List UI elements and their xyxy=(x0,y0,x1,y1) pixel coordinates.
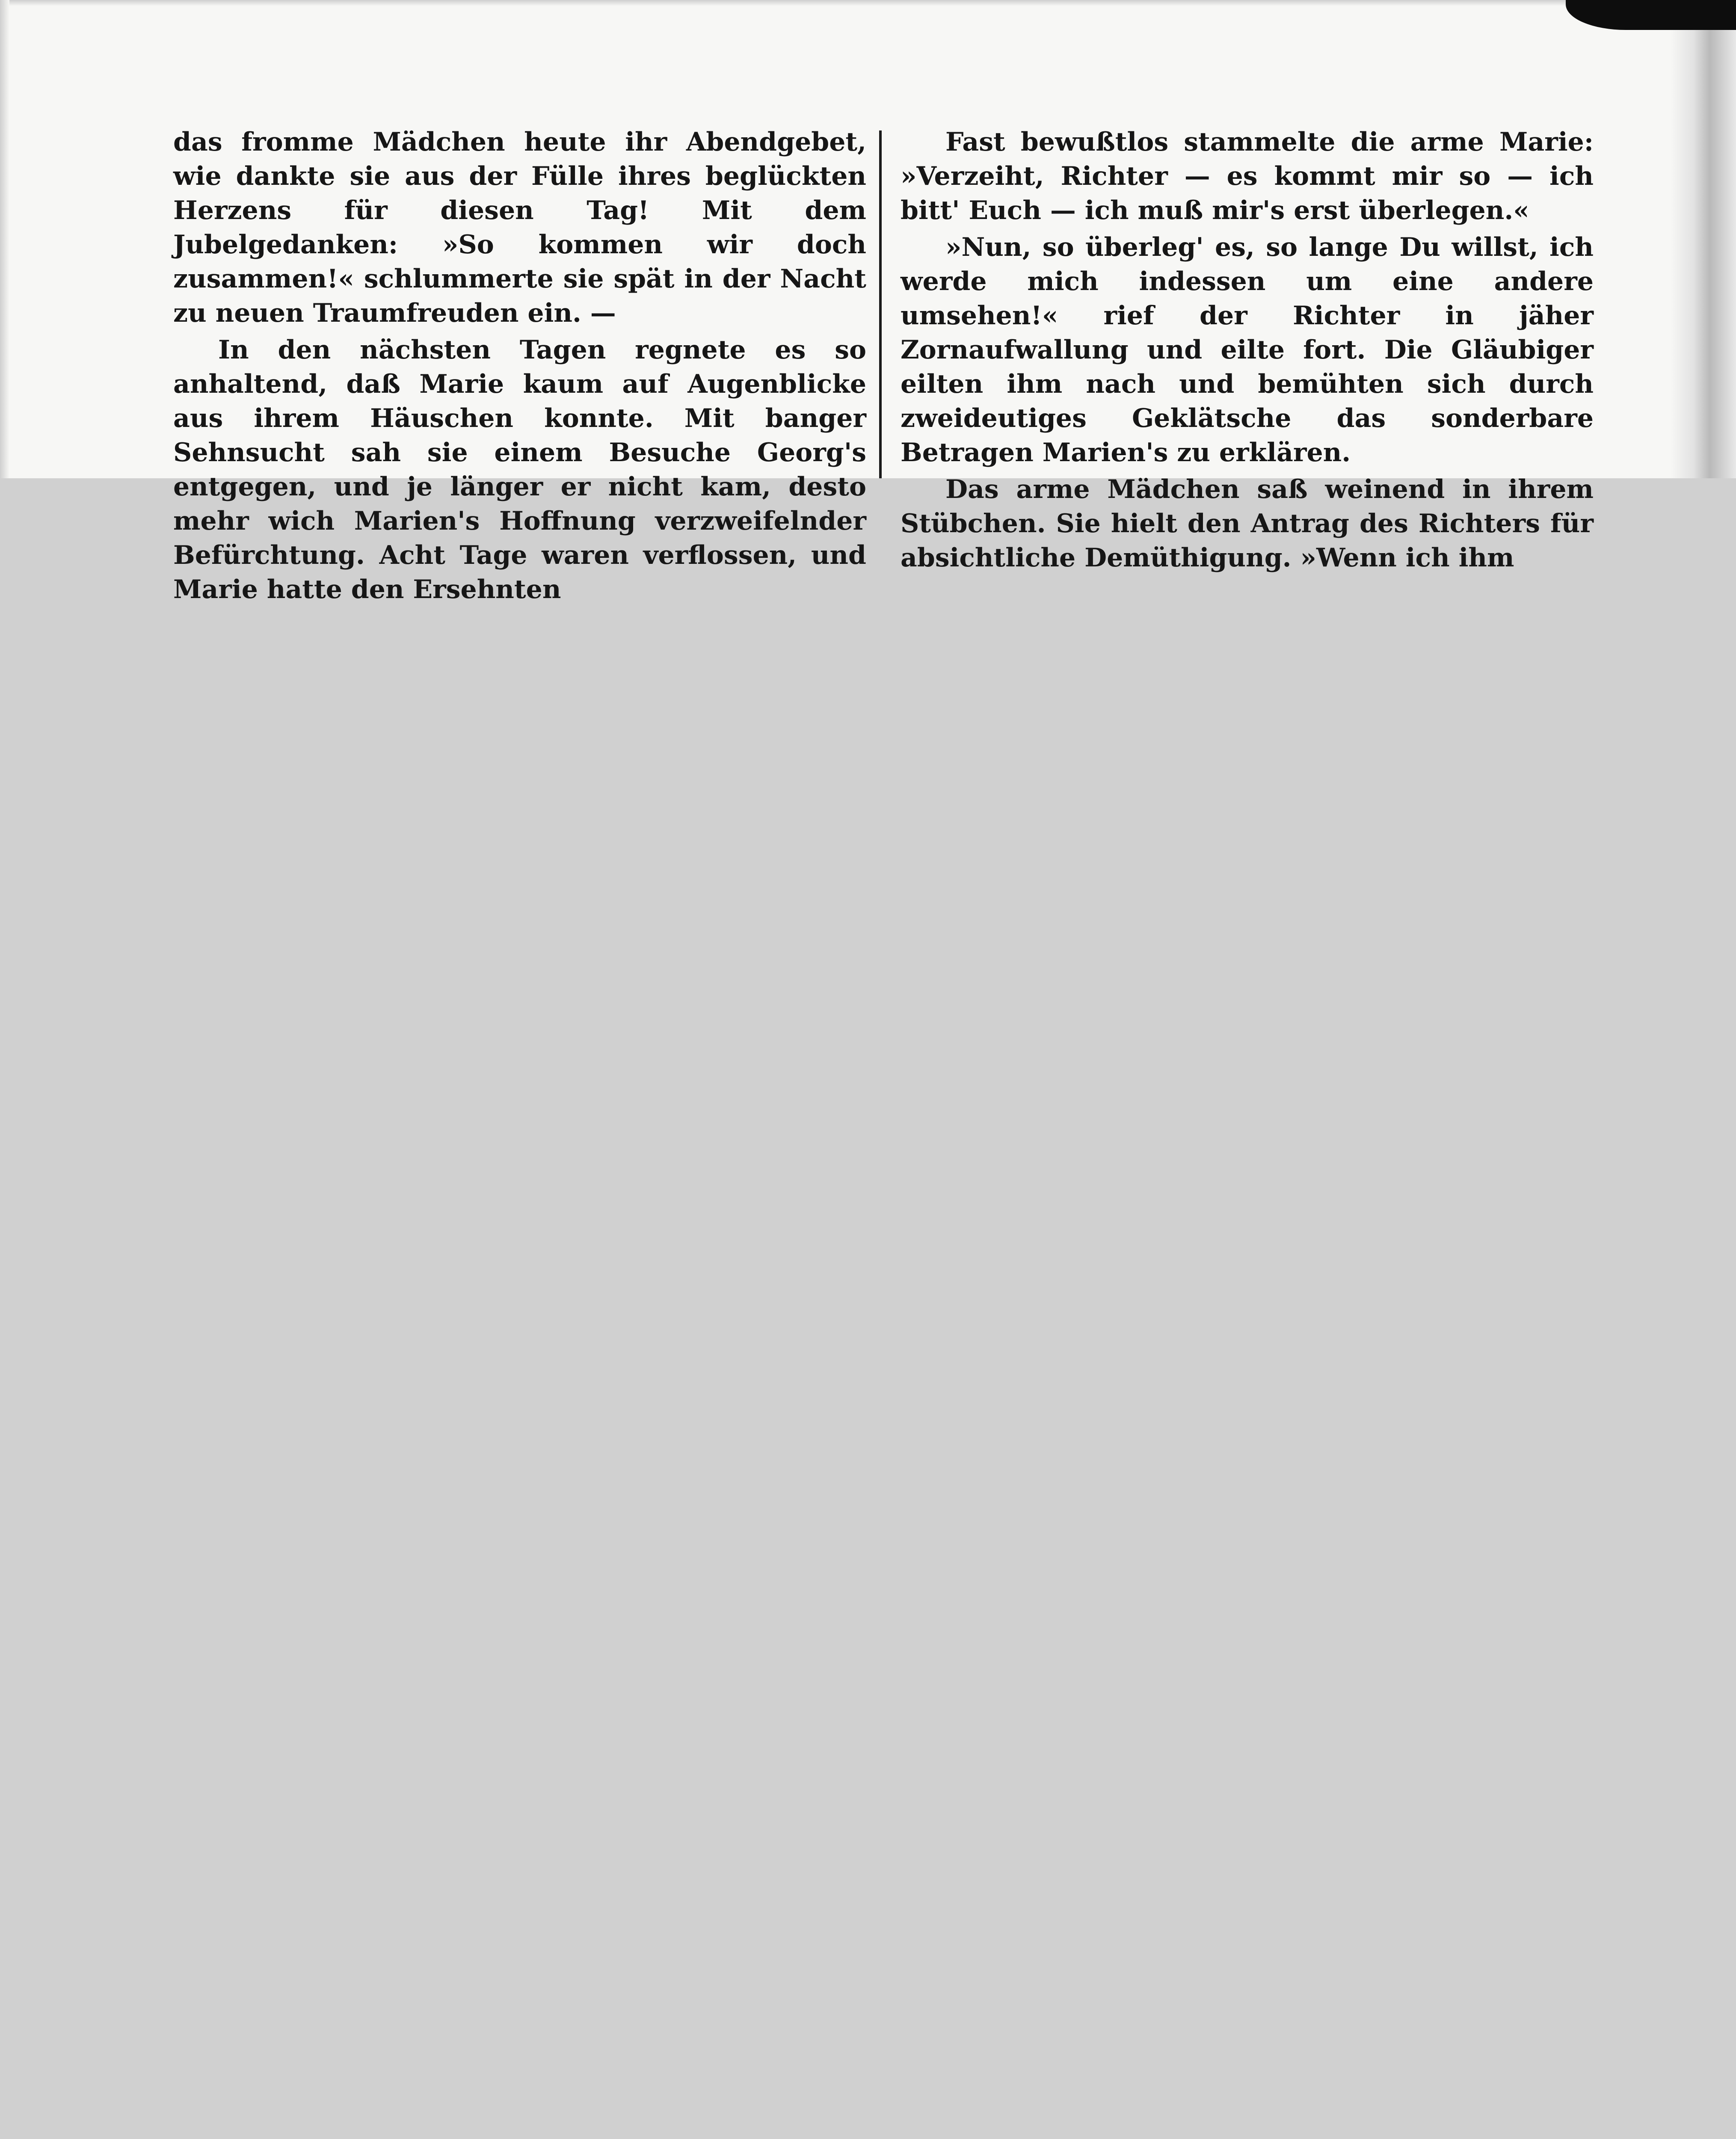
scan-left-edge xyxy=(0,0,9,478)
page-gutter-shadow xyxy=(1671,0,1736,478)
paragraph: Das arme Mädchen saß weinend in ihrem Stübchen. Sie hielt den Antrag des Richters für absichtliche Demüthigung. »Wenn ich ihm xyxy=(901,474,1594,573)
scanned-page-strip xyxy=(0,0,1736,604)
paragraph: »Nun, so überleg' es, so lange Du willst, ich werde mich indessen um eine andere umsehen!« rief der Richter in jäher Zornaufwallung und eilte fort. Die Gläubiger eilten ihm nach und bemühten sich durch zweideutiges Geklätsche das sonderbare Betragen Marien's zu erklären. xyxy=(901,232,1594,468)
scan-corner-shadow xyxy=(1566,0,1736,30)
scan-top-edge xyxy=(0,0,1736,6)
paragraph: das fromme Mädchen heute ihr Abendgebet, wie dankte sie aus der Fülle ihres beglückten Herzens für diesen Tag! Mit dem Jubelgedanken: »So kommen wir doch zusammen!« schlummerte sie spät in der Nacht zu neuen Traumfreuden ein. — xyxy=(173,127,866,328)
column-divider xyxy=(879,130,882,478)
left-text-column xyxy=(173,125,866,607)
right-text-column xyxy=(901,125,1594,575)
paragraph: In den nächsten Tagen regnete es so anhaltend, daß Marie kaum auf Augenblicke aus ihrem Häuschen konnte. Mit banger Sehnsucht sah sie einem Besuche Georg's entgegen, und je länger er nicht kam, desto mehr wich Marien's Hoffnung verzweifelnder Befürchtung. Acht Tage waren verflossen, und Marie hatte den Ersehnten xyxy=(173,335,866,604)
paragraph: Fast bewußtlos stammelte die arme Marie: »Verzeiht, Richter — es kommt mir so — ich bitt' Euch — ich muß mir's erst überlegen.« xyxy=(901,127,1594,225)
